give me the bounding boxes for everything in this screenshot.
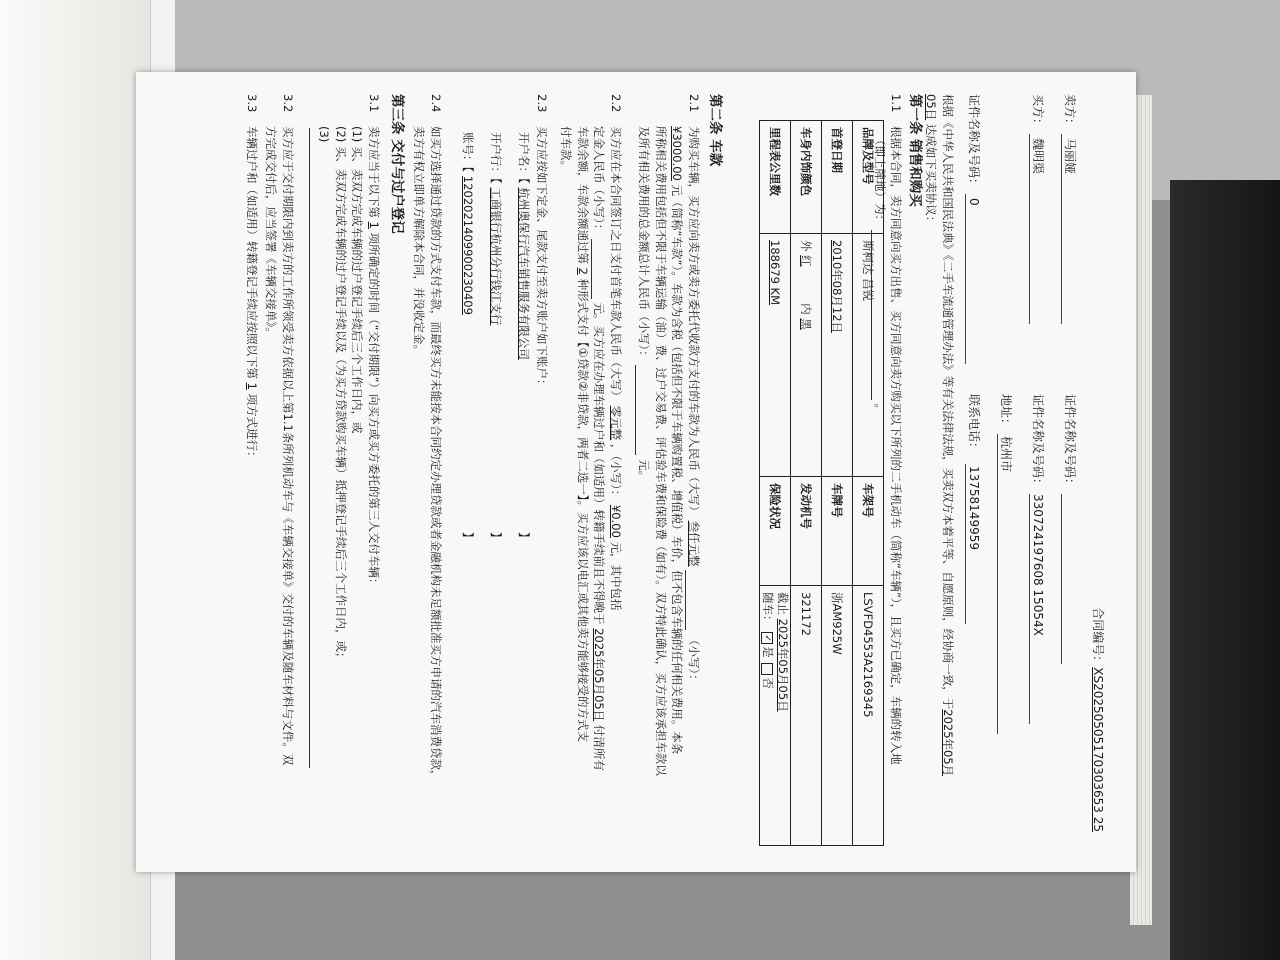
clause-3-2-text: 买方应于交付期限内到卖方的工作所领受卖方依据以上第1.1条所列机动车与《车辆交接单》交付的车辆及随车材料与文件。双 方完成交付后，应当签署《车辆交接单》。 (264, 126, 295, 766)
clause-3-2-number: 3.2 (281, 94, 295, 113)
color-label: 车身内饰颜色 (791, 121, 822, 234)
insurance-no: 否 (761, 677, 775, 689)
clause-1-1-number: 1.1 (889, 94, 903, 113)
brand-value: 斯柯达 昌锐 (853, 234, 884, 477)
delivery-option-2: (2) 买、卖双方完成车辆的过户登记手续以及（为买方贷款购买车辆）抵押登记手续后三个工作日内，或； (333, 126, 348, 664)
contract-number-value: XS20250505170303653 25 (1091, 667, 1105, 832)
address-row (996, 94, 1014, 850)
contract-number: 合同编号：XS20250505170303653 25 (1091, 607, 1105, 832)
payee-name: 杭州奥保行汽车销售服务有限公司 (517, 187, 531, 360)
booklet-page-edge (0, 0, 151, 960)
section-1-title: 第一条 销售和购买 (907, 94, 923, 207)
seller-row (1060, 94, 1078, 850)
clause-2-2-text: 买方应在本合同签订之日支付首笔车款人民币（大写） 零元整 ，（小写）： ¥0.00 元，其中包括 定金人民币（小写）： 元。买方应在办理车辆过户和（如适用）转籍手续前且不得晚于 2025年05月05日 付清所有 车款余额，车款余额通过第 2 种形式支付【①贷款②非贷款，两者二选一】。买方应该以电汇或其他卖方能够接受的方式支 付车款。 (558, 126, 623, 771)
color-value: 外 红 内 黑 (791, 234, 822, 477)
price-words: 叁仟元整 (687, 520, 701, 567)
interior-color: 黑 (799, 318, 814, 330)
plate-value: 浙AM925W (822, 586, 853, 846)
delivery-option-1: (1) 买、卖双方完成车辆的过户登记手续后三个工作日内，或 (350, 126, 365, 434)
dark-object (1170, 180, 1280, 960)
buyer-id-number: 330724197608 15054X (1031, 494, 1045, 636)
address-label: 地址： (999, 394, 1013, 431)
balance-due-date: 2025年05月05日 (592, 628, 607, 722)
insurance-yes: 是 (761, 646, 775, 658)
bank-row: 开户行：【 工商银行杭州分行钱江支行 】 (489, 132, 503, 544)
payee-row: 开户名：【 杭州奥保行汽车销售服务有限公司 】 (517, 132, 531, 544)
intro-date: 2025年05月 (941, 709, 955, 777)
exterior-color: 红 (799, 255, 814, 267)
engine-label: 发动机号 (791, 477, 822, 586)
vehicle-info-table (759, 120, 884, 846)
insurance-label: 保险状况 (760, 477, 791, 586)
checkbox-empty-icon[interactable] (762, 663, 774, 675)
clause-3-1-text: 卖方应当于以下第 1 项所确定的时间（“交付期限”）向买方或买方委托的第三人交付车辆： (1) 买、卖双方完成车辆的过户登记手续后三个工作日内，或 (2) 买、卖双方完成车辆的过户登记手续以及（为买方贷款购买车辆）抵押登记手续后三个工作日内，或； (3) (316, 126, 381, 664)
insurance-until: 2025年05月05日 (775, 618, 790, 712)
intro-day: 05日 (924, 94, 939, 121)
phone-label: 联系电话： (967, 394, 981, 455)
first-payment-words: 零元整 (609, 405, 623, 441)
clause-2-1-text: 为购买车辆，买方应向卖方或卖方委托代收款方支付的车款为人民币（大写） 叁仟元整 （小写）： ¥3000.00 元（简称“车款”）。车款为含税（包括但不限于车辆购置税、增值税）车价，但不包含车辆的任何相关费用。本条 所称相关费用包括但不限于车辆运输（油）费、过户交易费、评估验车费和保险费（如有）。双方特此确认，买方应该承担车款以 及所有相关费用的总金额总计人民币（小写）： 元。 (636, 126, 701, 776)
seller-name: 马丽娅 (1063, 138, 1077, 175)
table-row (853, 121, 884, 846)
id-value: 0 (967, 198, 981, 206)
buyer-id-label: 证件名称及号码： (1031, 394, 1045, 491)
clause-1-1-line2: （即上牌地）为： 。 (873, 134, 887, 415)
plate-label: 车牌号 (822, 477, 853, 586)
contract-content (146, 94, 1116, 850)
contract-page (136, 72, 1136, 872)
transfer-option: 1 (245, 382, 259, 390)
account-number: 1202021409900230409 (461, 175, 475, 315)
checkbox-checked-icon[interactable]: ✓ (762, 632, 774, 644)
seller-label: 卖方： (1063, 94, 1077, 131)
bank-name: 工商银行杭州分行钱江支行 (489, 187, 503, 326)
mileage-label: 里程表公里数 (760, 121, 791, 234)
clause-2-1-number: 2.1 (687, 94, 701, 113)
clause-2-3-text: 买方应按如下定金、尾款支付至卖方账户如下账户： (535, 126, 549, 391)
clause-2-2-number: 2.2 (609, 94, 623, 113)
brand-label: 品牌及型号 (853, 121, 884, 234)
seller-id-label: 证件名称及号码： (1063, 394, 1077, 491)
vin-label: 车架号 (853, 477, 884, 586)
price-amount: ¥3000.00 (670, 126, 685, 181)
account-row: 账号：【 1202021409900230409 】 (461, 132, 475, 544)
buyer-label: 买方： (1031, 94, 1045, 131)
buyer-row (1028, 94, 1046, 850)
table-row (791, 121, 822, 846)
clause-2-4-number: 2.4 (429, 94, 443, 113)
clause-2-3-number: 2.3 (535, 94, 549, 113)
id-label: 证件名称及号码： (967, 94, 981, 191)
vin-value: LSVFD4553A2169345 (853, 586, 884, 846)
phone-value: 13758149959 (967, 466, 981, 550)
option-3-line (309, 128, 310, 768)
section-2-title: 第二条 车款 (707, 94, 723, 167)
buyer-name: 魏明渠 (1031, 138, 1045, 175)
table-row (822, 121, 853, 846)
address-value: 杭州市 (999, 436, 1013, 473)
clause-2-4-text: 如买方选择通过贷款的方式支付车款，而最终买方未能按本合同约定办理贷款或者金融机构未足额批准买方申请的汽车消费贷款， 卖方有权立即单方解除本合同，并没收定金。 (412, 126, 443, 782)
mileage-value: 188679 KM (760, 234, 791, 477)
intro-paragraph: 根据《中华人民共和国民法典》《二手车流通管理办法》等有关法律法规，买卖双方本着平等、自愿原则，经协商一致，于2025年05月 05日 达成如下买卖协议： (924, 94, 955, 777)
reg-date-label: 首登日期 (822, 121, 853, 234)
delivery-option: 1 (367, 221, 381, 229)
clause-3-1-number: 3.1 (367, 94, 381, 113)
first-payment-amount: ¥0.00 (609, 504, 623, 538)
clause-3-3-number: 3.3 (245, 94, 259, 113)
engine-value: 321172 (791, 586, 822, 846)
table-row (760, 121, 791, 846)
payment-method-choice: 2 (575, 267, 590, 275)
clause-3-3-text: 车辆过户和（如适用）转籍登记手续应按照以下第 1 项方式进行： (245, 126, 259, 463)
insurance-value: 截止 2025年05月05日 随车： ✓是 否 (760, 586, 791, 846)
section-3-title: 第三条 交付与过户登记 (389, 94, 405, 234)
delivery-option-3: (3) (316, 126, 331, 143)
id-phone-row (964, 94, 982, 850)
reg-date-value: 2010年08月12日 (822, 234, 853, 477)
clause-1-1-text: 根据本合同，卖方同意向买方出售、买方同意向卖方购买以下所列的二手机动车（简称“车辆”），且买方已确定，车辆的转入地 (889, 126, 903, 765)
